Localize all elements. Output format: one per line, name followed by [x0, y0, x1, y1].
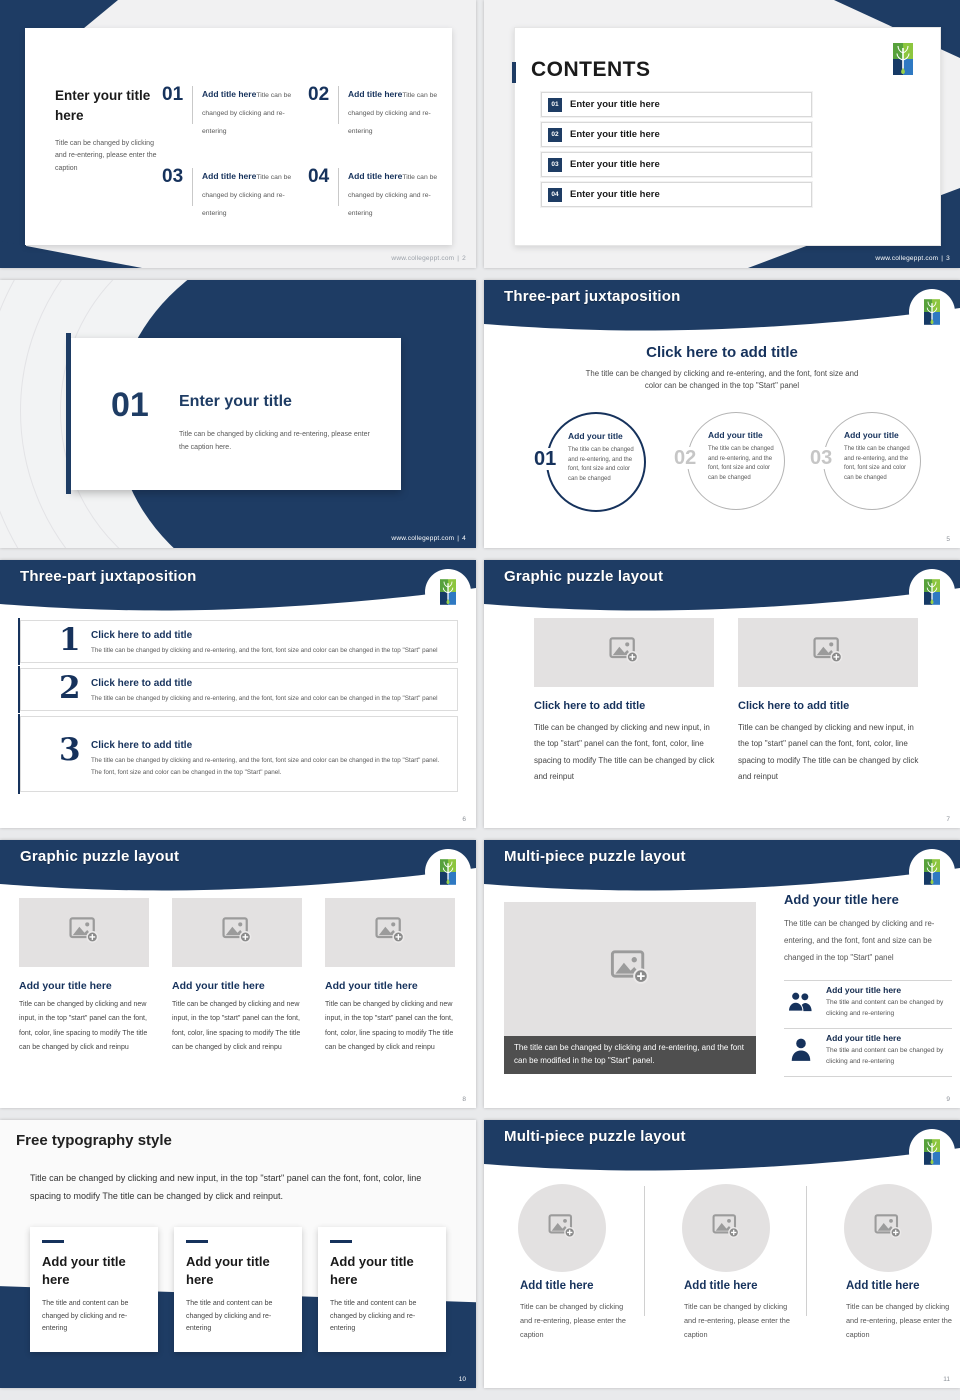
- slide-page-10: [0, 1120, 476, 1388]
- feature-item: [784, 982, 954, 1026]
- column-divider: [806, 1186, 807, 1316]
- column-title: Add title here: [846, 1280, 920, 1292]
- step-desc: The title can be changed and re-entering, and the font, font size and color can be changed: [568, 447, 634, 482]
- content-card: [25, 28, 452, 245]
- row-title: Click here to add title: [91, 740, 193, 751]
- entry-label: Enter your title here: [570, 129, 660, 140]
- card-dash: [42, 1240, 64, 1243]
- contents-entry[interactable]: [541, 92, 812, 117]
- logo-notch: [909, 849, 955, 895]
- feature-desc: The title and content can be changed by clicking and re-entering: [826, 1047, 944, 1065]
- image-caption-bar: The title can be changed by clicking and re-entering, and the font can be modified in the top "Start" panel.: [504, 1036, 756, 1074]
- contents-entry[interactable]: [541, 122, 812, 147]
- logo-notch: [425, 849, 471, 895]
- bottom-wedge-shape: [0, 241, 142, 268]
- row-accent-bar: [18, 714, 20, 794]
- typography-card: [30, 1227, 158, 1352]
- slide-footer: www.collegeppt.com | 3: [875, 255, 950, 262]
- step-circle: [674, 412, 785, 510]
- row-desc: The title can be changed by clicking and re-entering, and the font, font size and color can be changed in the top "Start" panel: [91, 695, 438, 702]
- person-icon: [788, 1038, 814, 1067]
- row-title: Click here to add title: [91, 678, 193, 689]
- contents-title: CONTENTS: [531, 58, 651, 81]
- typography-card: [318, 1227, 446, 1352]
- step-circle: [534, 412, 646, 512]
- contents-entry[interactable]: [541, 152, 812, 177]
- page-number: 11: [943, 1376, 950, 1383]
- list-item: [20, 620, 458, 663]
- step-title: Add your title: [708, 430, 763, 440]
- page-number: 3: [946, 255, 950, 262]
- card-dash: [330, 1240, 352, 1243]
- row-title: Click here to add title: [91, 630, 193, 641]
- item-number: 04: [308, 166, 330, 187]
- step-desc: The title can be changed and re-entering, and the font, font size and color can be changed: [708, 446, 774, 481]
- list-item: [20, 716, 458, 792]
- card-desc: The title and content can be changed by clicking and re-entering: [186, 1300, 273, 1332]
- item-desc: Title can be changed by clicking and re-entering: [202, 92, 292, 135]
- slide-header-title: Three-part juxtaposition: [20, 568, 197, 585]
- tree-emblem-logo-icon: [440, 859, 456, 885]
- image-add-icon: [609, 637, 639, 668]
- tree-emblem-logo-icon: [924, 1139, 940, 1165]
- row-desc: The title can be changed by clicking and re-entering, and the font, font size and color can be changed in the top "Start" panel. The font, font size and color can be changed in the top "Start" panel.: [91, 757, 440, 776]
- section-card: [71, 338, 401, 490]
- step-number: 02: [674, 447, 697, 469]
- slide-header-title: Graphic puzzle layout: [20, 848, 180, 865]
- image-add-icon: [375, 917, 405, 948]
- divider: [784, 980, 952, 981]
- card-dash: [186, 1240, 208, 1243]
- row-number: 2: [59, 670, 81, 706]
- feature-title: Add your title here: [826, 1033, 902, 1043]
- tree-emblem-logo-icon: [924, 859, 940, 885]
- slide-header-banner: [0, 560, 476, 616]
- column-title: Add title here: [520, 1280, 594, 1292]
- section-title: Enter your title: [179, 393, 292, 410]
- slide-page-9: [484, 840, 960, 1108]
- item-number: 03: [162, 166, 184, 187]
- logo-notch: [909, 569, 955, 615]
- tree-emblem-logo-icon: [924, 579, 940, 605]
- image-add-icon: [712, 1214, 740, 1243]
- step-desc: The title can be changed and re-entering, and the font, font size and color can be changed: [844, 446, 910, 481]
- section-caption: Title can be changed by clicking and re-entering, please enter the caption here.: [179, 431, 370, 452]
- item-title: Add title here: [202, 171, 257, 181]
- column-desc: Title can be changed by clicking and re-entering, please enter the caption: [846, 1302, 952, 1340]
- item-number: 01: [162, 84, 184, 105]
- card-title: Add your title here: [42, 1254, 126, 1288]
- slide-header-banner: [484, 560, 960, 616]
- slide-page-2: [0, 0, 476, 268]
- logo-notch: [909, 289, 955, 335]
- divider: [192, 86, 193, 124]
- step-circle: [810, 412, 921, 510]
- entry-label: Enter your title here: [570, 159, 660, 170]
- contents-entry[interactable]: [541, 182, 812, 207]
- left-accent-shape: [0, 0, 26, 268]
- step-title: Add your title: [844, 430, 899, 440]
- typography-card: [174, 1227, 302, 1352]
- slide-header-banner: [484, 280, 960, 336]
- page-number: 2: [462, 255, 466, 262]
- slide-header-banner: [484, 840, 960, 896]
- block-title: Click here to add title: [534, 700, 646, 712]
- slide-page-6: [0, 560, 476, 828]
- image-placeholder[interactable]: [534, 618, 714, 687]
- column-desc: Title can be changed by clicking and re-entering, please enter the caption: [520, 1302, 626, 1340]
- step-number: 03: [810, 447, 833, 469]
- item-number: 02: [308, 84, 330, 105]
- image-add-icon: [813, 637, 843, 668]
- page-number: 7: [946, 816, 950, 823]
- image-placeholder-circle[interactable]: [844, 1184, 932, 1272]
- card-title: Add your title here: [330, 1254, 414, 1288]
- divider: [784, 1028, 952, 1029]
- block-desc: Title can be changed by clicking and new input, in the top "start" panel can the font, font, color, line spacing to modify The title can be changed by click and reinput: [534, 723, 715, 782]
- row-number: 3: [59, 732, 81, 768]
- slide-footer: www.collegeppt.com | 2: [391, 255, 466, 262]
- slide-page-11: [484, 1120, 960, 1388]
- image-placeholder[interactable]: [325, 898, 455, 967]
- item-desc: Title can be changed by clicking and re-entering: [348, 92, 438, 135]
- page-number: 5: [946, 536, 950, 543]
- row-number: 1: [59, 622, 81, 658]
- image-placeholder[interactable]: [19, 898, 149, 967]
- page-number: 10: [458, 1376, 466, 1383]
- slide-page-4: [0, 280, 476, 548]
- slide-footer: www.collegeppt.com | 4: [391, 535, 466, 542]
- divider: [338, 86, 339, 124]
- block-title: Add your title here: [19, 980, 112, 992]
- page-number: 8: [462, 1096, 466, 1103]
- tree-emblem-logo-icon: [924, 299, 940, 325]
- card-accent-bar: [66, 333, 71, 494]
- item-desc: Title can be changed by clicking and re-entering: [348, 174, 438, 217]
- slide-title: Free typography style: [16, 1132, 172, 1149]
- column-divider: [644, 1186, 645, 1316]
- slide-page-7: [484, 560, 960, 828]
- step-title: Add your title: [568, 431, 623, 441]
- slide-header-title: Three-part juxtaposition: [504, 288, 681, 305]
- row-accent-bar: [18, 666, 20, 713]
- image-placeholder[interactable]: [172, 898, 302, 967]
- image-placeholder[interactable]: [738, 618, 918, 687]
- feature-desc: The title and content can be changed by clicking and re-entering: [826, 999, 944, 1017]
- slide-header-banner: [484, 1120, 960, 1176]
- slide-page-8: [0, 840, 476, 1108]
- entry-number-chip: 02: [548, 128, 562, 142]
- divider: [338, 168, 339, 206]
- card-title: Add your title here: [186, 1254, 270, 1288]
- row-desc: The title can be changed by clicking and re-entering, and the font, font size and color can be changed in the top "Start" panel: [91, 647, 438, 654]
- entry-number-chip: 04: [548, 188, 562, 202]
- body-text: Title can be changed by clicking and new input, in the top "start" panel can the font, font, color, line spacing to modify The title can be changed by click and reinput.: [30, 1173, 422, 1201]
- people-icon: [788, 990, 814, 1019]
- slide-title: Enter your title here: [55, 88, 151, 123]
- page-number: 6: [462, 816, 466, 823]
- slide-header-title: Multi-piece puzzle layout: [504, 848, 686, 865]
- divider: [784, 1076, 952, 1077]
- block-desc: Title can be changed by clicking and new input, in the top "start" panel can the font, font, color, line spacing to modify The title can be changed by click and reinpu: [172, 1001, 301, 1052]
- card-desc: The title and content can be changed by clicking and re-entering: [330, 1300, 417, 1332]
- page-number: 9: [946, 1096, 950, 1103]
- block-desc: Title can be changed by clicking and new input, in the top "start" panel can the font, font, color, line spacing to modify The title can be changed by click and reinpu: [325, 1001, 454, 1052]
- content-desc: The title can be changed by clicking and re-entering, and the font, font and size can be changed in the top "Start" panel: [784, 919, 935, 962]
- block-desc: Title can be changed by clicking and new input, in the top "start" panel can the font, font, color, line spacing to modify The title can be changed by click and reinpu: [19, 1001, 148, 1052]
- entry-number-chip: 03: [548, 158, 562, 172]
- slide-page-5: [484, 280, 960, 548]
- block-title: Click here to add title: [738, 700, 850, 712]
- footer-url[interactable]: www.collegeppt.com: [391, 255, 455, 262]
- column-desc: Title can be changed by clicking and re-entering, please enter the caption: [684, 1302, 790, 1340]
- tree-emblem-logo-icon: [893, 42, 913, 76]
- entry-label: Enter your title here: [570, 189, 660, 200]
- entry-number-chip: 01: [548, 98, 562, 112]
- image-add-icon: [222, 917, 252, 948]
- image-placeholder-circle[interactable]: [518, 1184, 606, 1272]
- item-desc: Title can be changed by clicking and re-entering: [202, 174, 292, 217]
- footer-url[interactable]: www.collegeppt.com: [391, 535, 455, 542]
- image-placeholder-circle[interactable]: [682, 1184, 770, 1272]
- image-placeholder[interactable]: [504, 902, 756, 1036]
- row-accent-bar: [18, 618, 20, 665]
- slide-header-title: Multi-piece puzzle layout: [504, 1128, 686, 1145]
- section-number: 01: [111, 386, 149, 424]
- page-number: 4: [462, 535, 466, 542]
- list-item: [20, 668, 458, 711]
- feature-item: [784, 1030, 954, 1074]
- slide-caption: Title can be changed by clicking and re-entering, please enter the caption: [55, 140, 157, 172]
- footer-url[interactable]: www.collegeppt.com: [875, 255, 939, 262]
- slide-header-title: Graphic puzzle layout: [504, 568, 664, 585]
- image-add-icon: [69, 917, 99, 948]
- content-caption: The title can be changed by clicking and re-entering, and the font, font size and color can be changed in the top "Start" panel: [585, 369, 859, 391]
- logo-notch: [909, 1129, 955, 1175]
- item-title: Add title here: [202, 89, 257, 99]
- item-title: Add title here: [348, 171, 403, 181]
- slide-header-banner: [0, 840, 476, 896]
- title-accent-bar: [512, 62, 516, 83]
- block-title: Add your title here: [325, 980, 418, 992]
- logo-notch: [425, 569, 471, 615]
- feature-title: Add your title here: [826, 985, 902, 995]
- image-add-icon: [610, 950, 650, 989]
- item-title: Add title here: [348, 89, 403, 99]
- slide-page-3: [484, 0, 960, 268]
- tree-emblem-logo-icon: [440, 579, 456, 605]
- block-title: Add your title here: [172, 980, 265, 992]
- content-card: [514, 27, 941, 246]
- step-number: 01: [534, 448, 557, 470]
- content-title: Add your title here: [784, 892, 899, 907]
- image-add-icon: [874, 1214, 902, 1243]
- divider: [192, 168, 193, 206]
- content-heading: Click here to add title: [646, 344, 798, 361]
- card-desc: The title and content can be changed by clicking and re-entering: [42, 1300, 129, 1332]
- entry-label: Enter your title here: [570, 99, 660, 110]
- image-add-icon: [548, 1214, 576, 1243]
- column-title: Add title here: [684, 1280, 758, 1292]
- block-desc: Title can be changed by clicking and new input, in the top "start" panel can the font, font, color, line spacing to modify The title can be changed by click and reinput: [738, 723, 919, 782]
